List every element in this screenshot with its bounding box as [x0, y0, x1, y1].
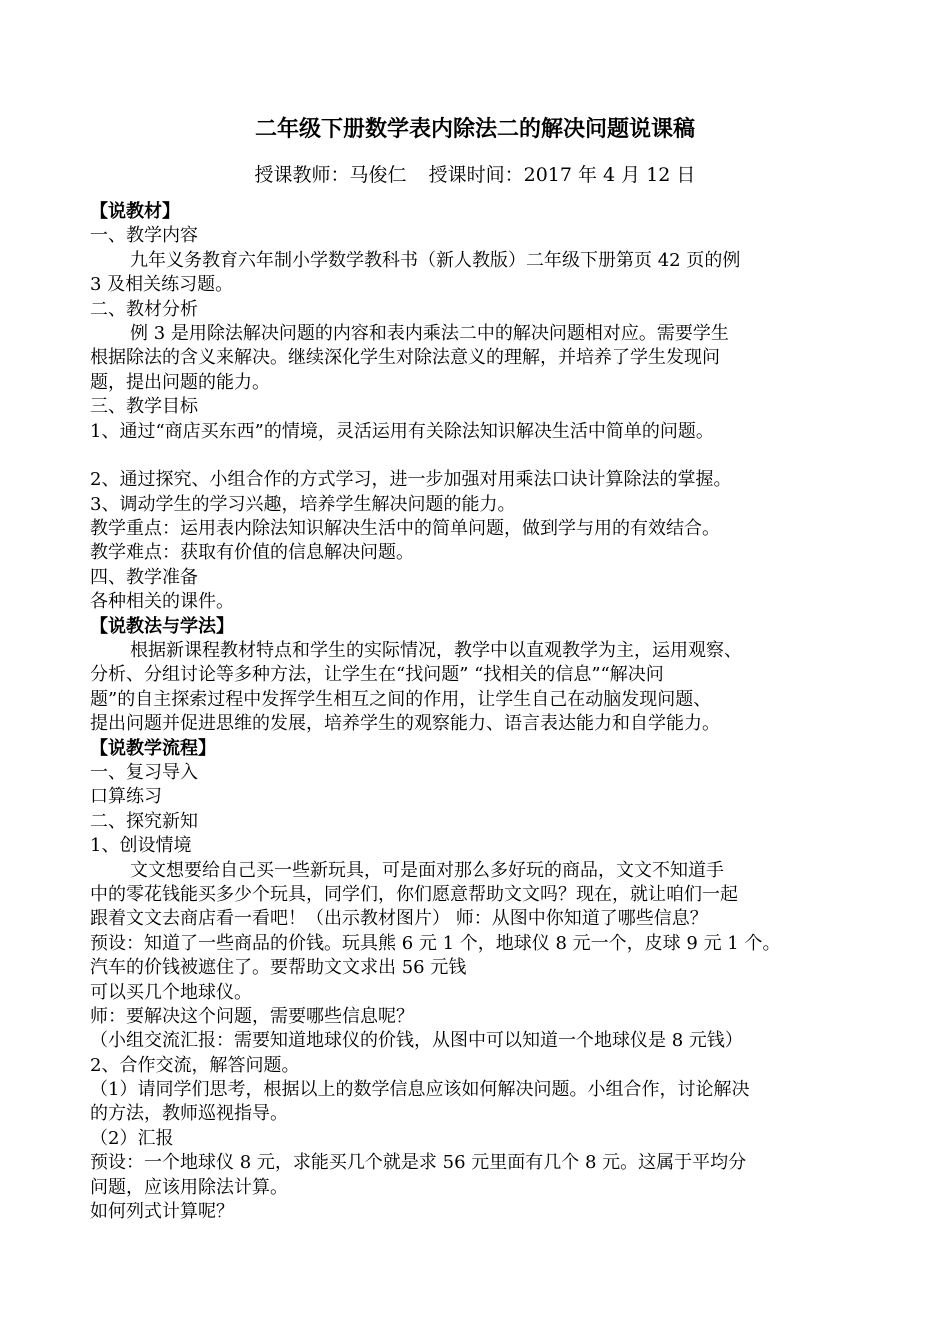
- paragraph-line: 根据新课程教材特点和学生的实际情况，教学中以直观教学为主，运用观察、: [130, 640, 742, 662]
- list-item: 3、调动学生的学习兴趣，培养学生解决问题的能力。: [90, 493, 516, 515]
- paragraph-line: 问题，应该用除法计算。: [90, 1176, 288, 1198]
- paragraph-line: 九年义务教育六年制小学数学教科书（新人教版）二年级下册第页 42 页的例: [130, 249, 741, 271]
- subheading: 二、教材分析: [90, 298, 198, 320]
- paragraph-line: 根据除法的含义来解决。继续深化学生对除法意义的理解，并培养了学生发现问: [90, 347, 720, 369]
- paragraph-line: 例 3 是用除法解决问题的内容和表内乘法二中的解决问题相对应。需要学生: [130, 322, 729, 344]
- subheading: 一、复习导入: [90, 761, 198, 783]
- paragraph-line: 的方法，教师巡视指导。: [90, 1103, 288, 1125]
- paragraph-line: 可以买几个地球仪。: [90, 981, 252, 1003]
- paragraph-line: （小组交流汇报：需要知道地球仪的价钱，从图中可以知道一个地球仪是 8 元钱）: [90, 1030, 743, 1052]
- document-subtitle: [0, 160, 950, 187]
- paragraph-line: 预设：知道了一些商品的价钱。玩具熊 6 元 1 个，地球仪 8 元一个，皮球 9 元 1 个。: [90, 932, 781, 954]
- list-item: 1、创设情境: [90, 835, 192, 857]
- document-title: 二年级下册数学表内除法二的解决问题说课稿: [254, 117, 695, 142]
- section-heading-process: 【说教学流程】: [90, 737, 216, 759]
- paragraph-line: 如何列式计算呢？: [90, 1201, 234, 1223]
- subheading: 一、教学内容: [90, 225, 198, 247]
- blank-line: [90, 444, 880, 468]
- paragraph-line: （2）汇报: [90, 1127, 174, 1149]
- subheading: 三、教学目标: [90, 396, 198, 418]
- paragraph-line: 中的零花钱能买多少个玩具，同学们，你们愿意帮助文文吗？现在，就让咱们一起: [90, 883, 738, 905]
- paragraph-line: 题，提出问题的能力。: [90, 371, 270, 393]
- paragraph-line: 分析、分组讨论等多种方法，让学生在“找问题” “找相关的信息”“解决问: [90, 664, 664, 686]
- paragraph-line: 题”的自主探索过程中发挥学生相互之间的作用，让学生自己在动脑发现问题、: [90, 688, 712, 710]
- time-info: 授课时间：2017 年 4 月 12 日: [428, 164, 696, 186]
- list-item: 2、合作交流，解答问题。: [90, 1054, 300, 1076]
- paragraph-line: 教学重点：运用表内除法知识解决生活中的简单问题，做到学与用的有效结合。: [90, 518, 720, 540]
- list-item: 2、通过探究、小组合作的方式学习，进一步加强对用乘法口诀计算除法的掌握。: [90, 469, 732, 491]
- document-body: [90, 200, 880, 1224]
- paragraph-line: 师：要解决这个问题，需要哪些信息呢？: [90, 1005, 414, 1027]
- subheading: 二、探究新知: [90, 810, 198, 832]
- paragraph-line: 预设：一个地球仪 8 元，求能买几个就是求 56 元里面有几个 8 元。这属于平均分: [90, 1152, 747, 1174]
- subheading: 四、教学准备: [90, 566, 198, 588]
- paragraph-line: 3 及相关练习题。: [90, 274, 234, 296]
- list-item: 1、通过“商店买东西”的情境，灵活运用有关除法知识解决生活中简单的问题。: [90, 420, 714, 442]
- paragraph-line: 提出问题并促进思维的发展，培养学生的观察能力、语言表达能力和自学能力。: [90, 713, 720, 735]
- paragraph-line: 口算练习: [90, 786, 162, 808]
- paragraph-line: 教学难点：获取有价值的信息解决问题。: [90, 542, 414, 564]
- paragraph-line: 文文想要给自己买一些新玩具，可是面对那么多好玩的商品，文文不知道手: [130, 859, 724, 881]
- teacher-info: 授课教师：马俊仁: [254, 164, 407, 186]
- paragraph-line: 各种相关的课件。: [90, 591, 234, 613]
- section-heading-methods: 【说教法与学法】: [90, 615, 234, 637]
- paragraph-line: 跟着文文去商店看一看吧！（出示教材图片） 师：从图中你知道了哪些信息？: [90, 908, 708, 930]
- paragraph-line: （1）请同学们思考，根据以上的数学信息应该如何解决问题。小组合作，讨论解决: [90, 1079, 750, 1101]
- paragraph-line: 汽车的价钱被遮住了。要帮助文文求出 56 元钱: [90, 957, 467, 979]
- section-heading-material: 【说教材】: [90, 201, 180, 222]
